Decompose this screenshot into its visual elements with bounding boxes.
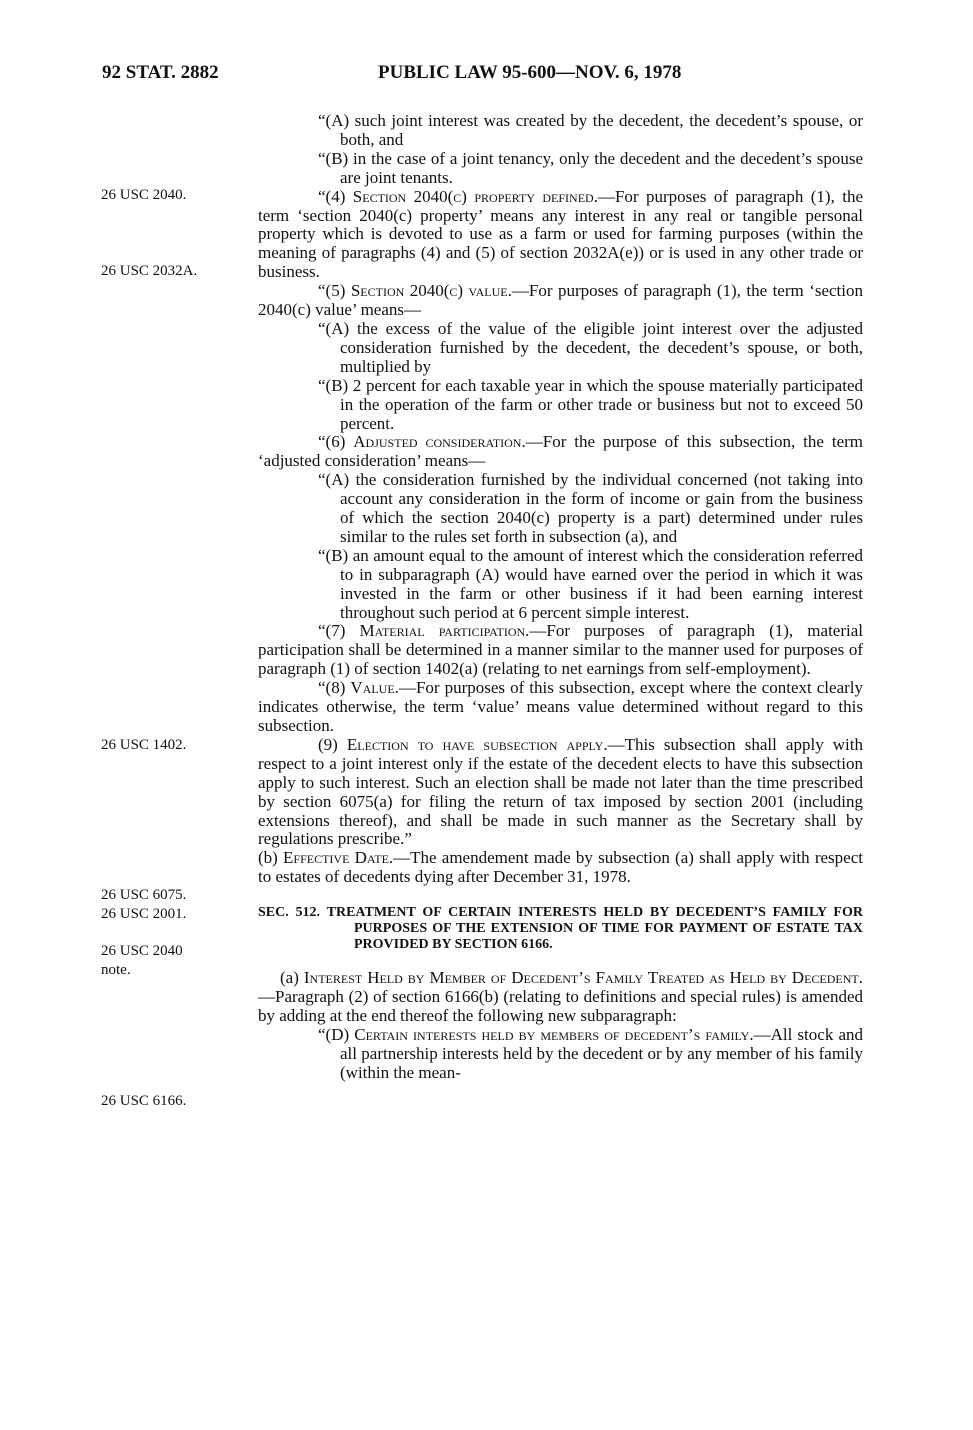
margin-note: 26 USC 2032A. bbox=[101, 263, 198, 279]
paragraph-heading: Section 2040(c) property defined. bbox=[352, 186, 598, 206]
body-text bbox=[258, 112, 863, 1083]
paragraph-number: “(7) bbox=[318, 621, 360, 641]
paragraph-7 bbox=[258, 622, 863, 679]
statute-page-number: 92 STAT. 2882 bbox=[102, 62, 219, 83]
subsection-text: —The amendement made by subsection (a) shall apply with respect to estates of decedents dying after December 31, 1978. bbox=[258, 848, 863, 887]
paragraph-number: “(4) bbox=[318, 186, 353, 206]
subsection-text: —Paragraph (2) of section 6166(b) (relating to definitions and special rules) is amended by adding at the end thereof the following new subparagraph: bbox=[258, 987, 863, 1025]
paragraph-number: “(5) bbox=[318, 281, 351, 301]
paragraph-number: “(8) bbox=[318, 678, 351, 698]
paragraph-heading: Value. bbox=[350, 678, 399, 698]
margin-note: 26 USC 2040. bbox=[101, 187, 187, 203]
subsection-number: (b) bbox=[258, 848, 284, 868]
margin-note: 26 USC 1402. bbox=[101, 737, 187, 753]
subparagraph-b: “(B) in the case of a joint tenancy, only the decedent and the decedent’s spouse are joint tenants. bbox=[318, 148, 863, 187]
margin-note: 26 USC 6075. bbox=[101, 887, 187, 903]
subsection-heading: Interest Held by Member of Decedent’s Family Treated as Held by Decedent. bbox=[303, 968, 863, 988]
paragraph-9 bbox=[258, 736, 863, 849]
subparagraph-a: “(A) such joint interest was created by the decedent, the decedent’s spouse, or both, and bbox=[318, 111, 863, 149]
subsection-number: (a) bbox=[280, 968, 304, 988]
paragraph-heading: Section 2040(c) value. bbox=[350, 281, 512, 301]
subparagraph-number: “(D) bbox=[318, 1024, 355, 1044]
margin-note: 26 USC 6166. bbox=[101, 1093, 187, 1109]
paragraph-text: —For purposes of paragraph (1), material participation shall be determined in a manner similar to the manner used for purposes of paragraph (1) of section 1402(a) (relating to net earnings from self-employment). bbox=[258, 621, 863, 679]
paragraph-text: —For purposes of paragraph (1), the term ‘section 2040(c) property’ means any interest in any real or tangible personal property which is devoted to use as a farm or used for farming purposes (within the meaning of paragraphs (4) and (5) of section 2032A(e)) or is used in any other trade or business. bbox=[258, 186, 863, 282]
subsection-a bbox=[258, 969, 863, 1026]
paragraph-number: (9) bbox=[318, 734, 347, 754]
paragraph-heading: Election to have subsection apply. bbox=[346, 734, 608, 754]
subparagraph-heading: Certain interests held by members of decedent’s family. bbox=[354, 1024, 754, 1044]
section-heading: SEC. 512. TREATMENT OF CERTAIN INTERESTS HELD BY DECEDENT’S FAMILY FOR PURPOSES OF THE EXTENSION OF TIME FOR PAYMENT OF ESTATE TAX PROVIDED BY SECTION 6166. bbox=[258, 905, 863, 953]
paragraph-heading: Adjusted consideration. bbox=[353, 432, 526, 452]
subsection-heading: Effective Date. bbox=[283, 848, 394, 868]
running-head: PUBLIC LAW 95-600—NOV. 6, 1978 bbox=[378, 62, 682, 83]
subsection-b bbox=[258, 849, 863, 887]
paragraph-text: —For the purpose of this subsection, the term ‘adjusted consideration’ means— bbox=[258, 432, 863, 471]
paragraph-text: —This subsection shall apply with respect to a joint interest only if the estate of the decedent elects to have this subsection apply to such interest. Such an election shall be made not later than the time prescribed by section 6075(a) for filing the return of tax imposed by section 2001 (including extensions thereof), and shall be made in such manner as the Secretary shall by regulations prescribe.” bbox=[258, 734, 863, 849]
paragraph-5 bbox=[258, 282, 863, 320]
subparagraph-a: “(A) the consideration furnished by the individual concerned (not taking into account any consideration in the form of income or gain from the business of which the section 2040(c) property is a part) determined under rules similar to the rules set forth in subsection (a), and bbox=[318, 470, 863, 546]
subparagraph-a: “(A) the excess of the value of the eligible joint interest over the adjusted consideration furnished by the decedent, the decedent’s spouse, or both, multiplied by bbox=[318, 318, 863, 376]
paragraph-heading: Material participation. bbox=[359, 621, 530, 641]
paragraph-text: —For purposes of this subsection, except where the context clearly indicates otherwise, the term ‘value’ means value determined without regard to this subsection. bbox=[258, 678, 863, 735]
subparagraph-text: —All stock and all partnership interests held by the decedent or by any member of his family (within the mean- bbox=[340, 1024, 863, 1082]
paragraph-8 bbox=[258, 679, 863, 736]
paragraph-text: —For purposes of paragraph (1), the term ‘section 2040(c) value’ means— bbox=[258, 281, 864, 320]
subparagraph-d bbox=[258, 1026, 863, 1083]
margin-note: 26 USC 2001. bbox=[101, 906, 187, 922]
margin-note: note. bbox=[101, 962, 131, 978]
paragraph-4 bbox=[258, 188, 863, 283]
margin-note: 26 USC 2040 bbox=[101, 943, 183, 959]
paragraph-6 bbox=[258, 433, 863, 471]
subparagraph-b: “(B) an amount equal to the amount of interest which the consideration referred to in subparagraph (A) would have earned over the period in which it was invested in the farm or other business if it had been earning interest throughout such period at 6 percent simple interest. bbox=[318, 545, 863, 622]
paragraph-number: “(6) bbox=[318, 432, 354, 452]
subparagraph-b: “(B) 2 percent for each taxable year in which the spouse materially participated in the operation of the farm or other trade or business but not to exceed 50 percent. bbox=[318, 375, 863, 433]
